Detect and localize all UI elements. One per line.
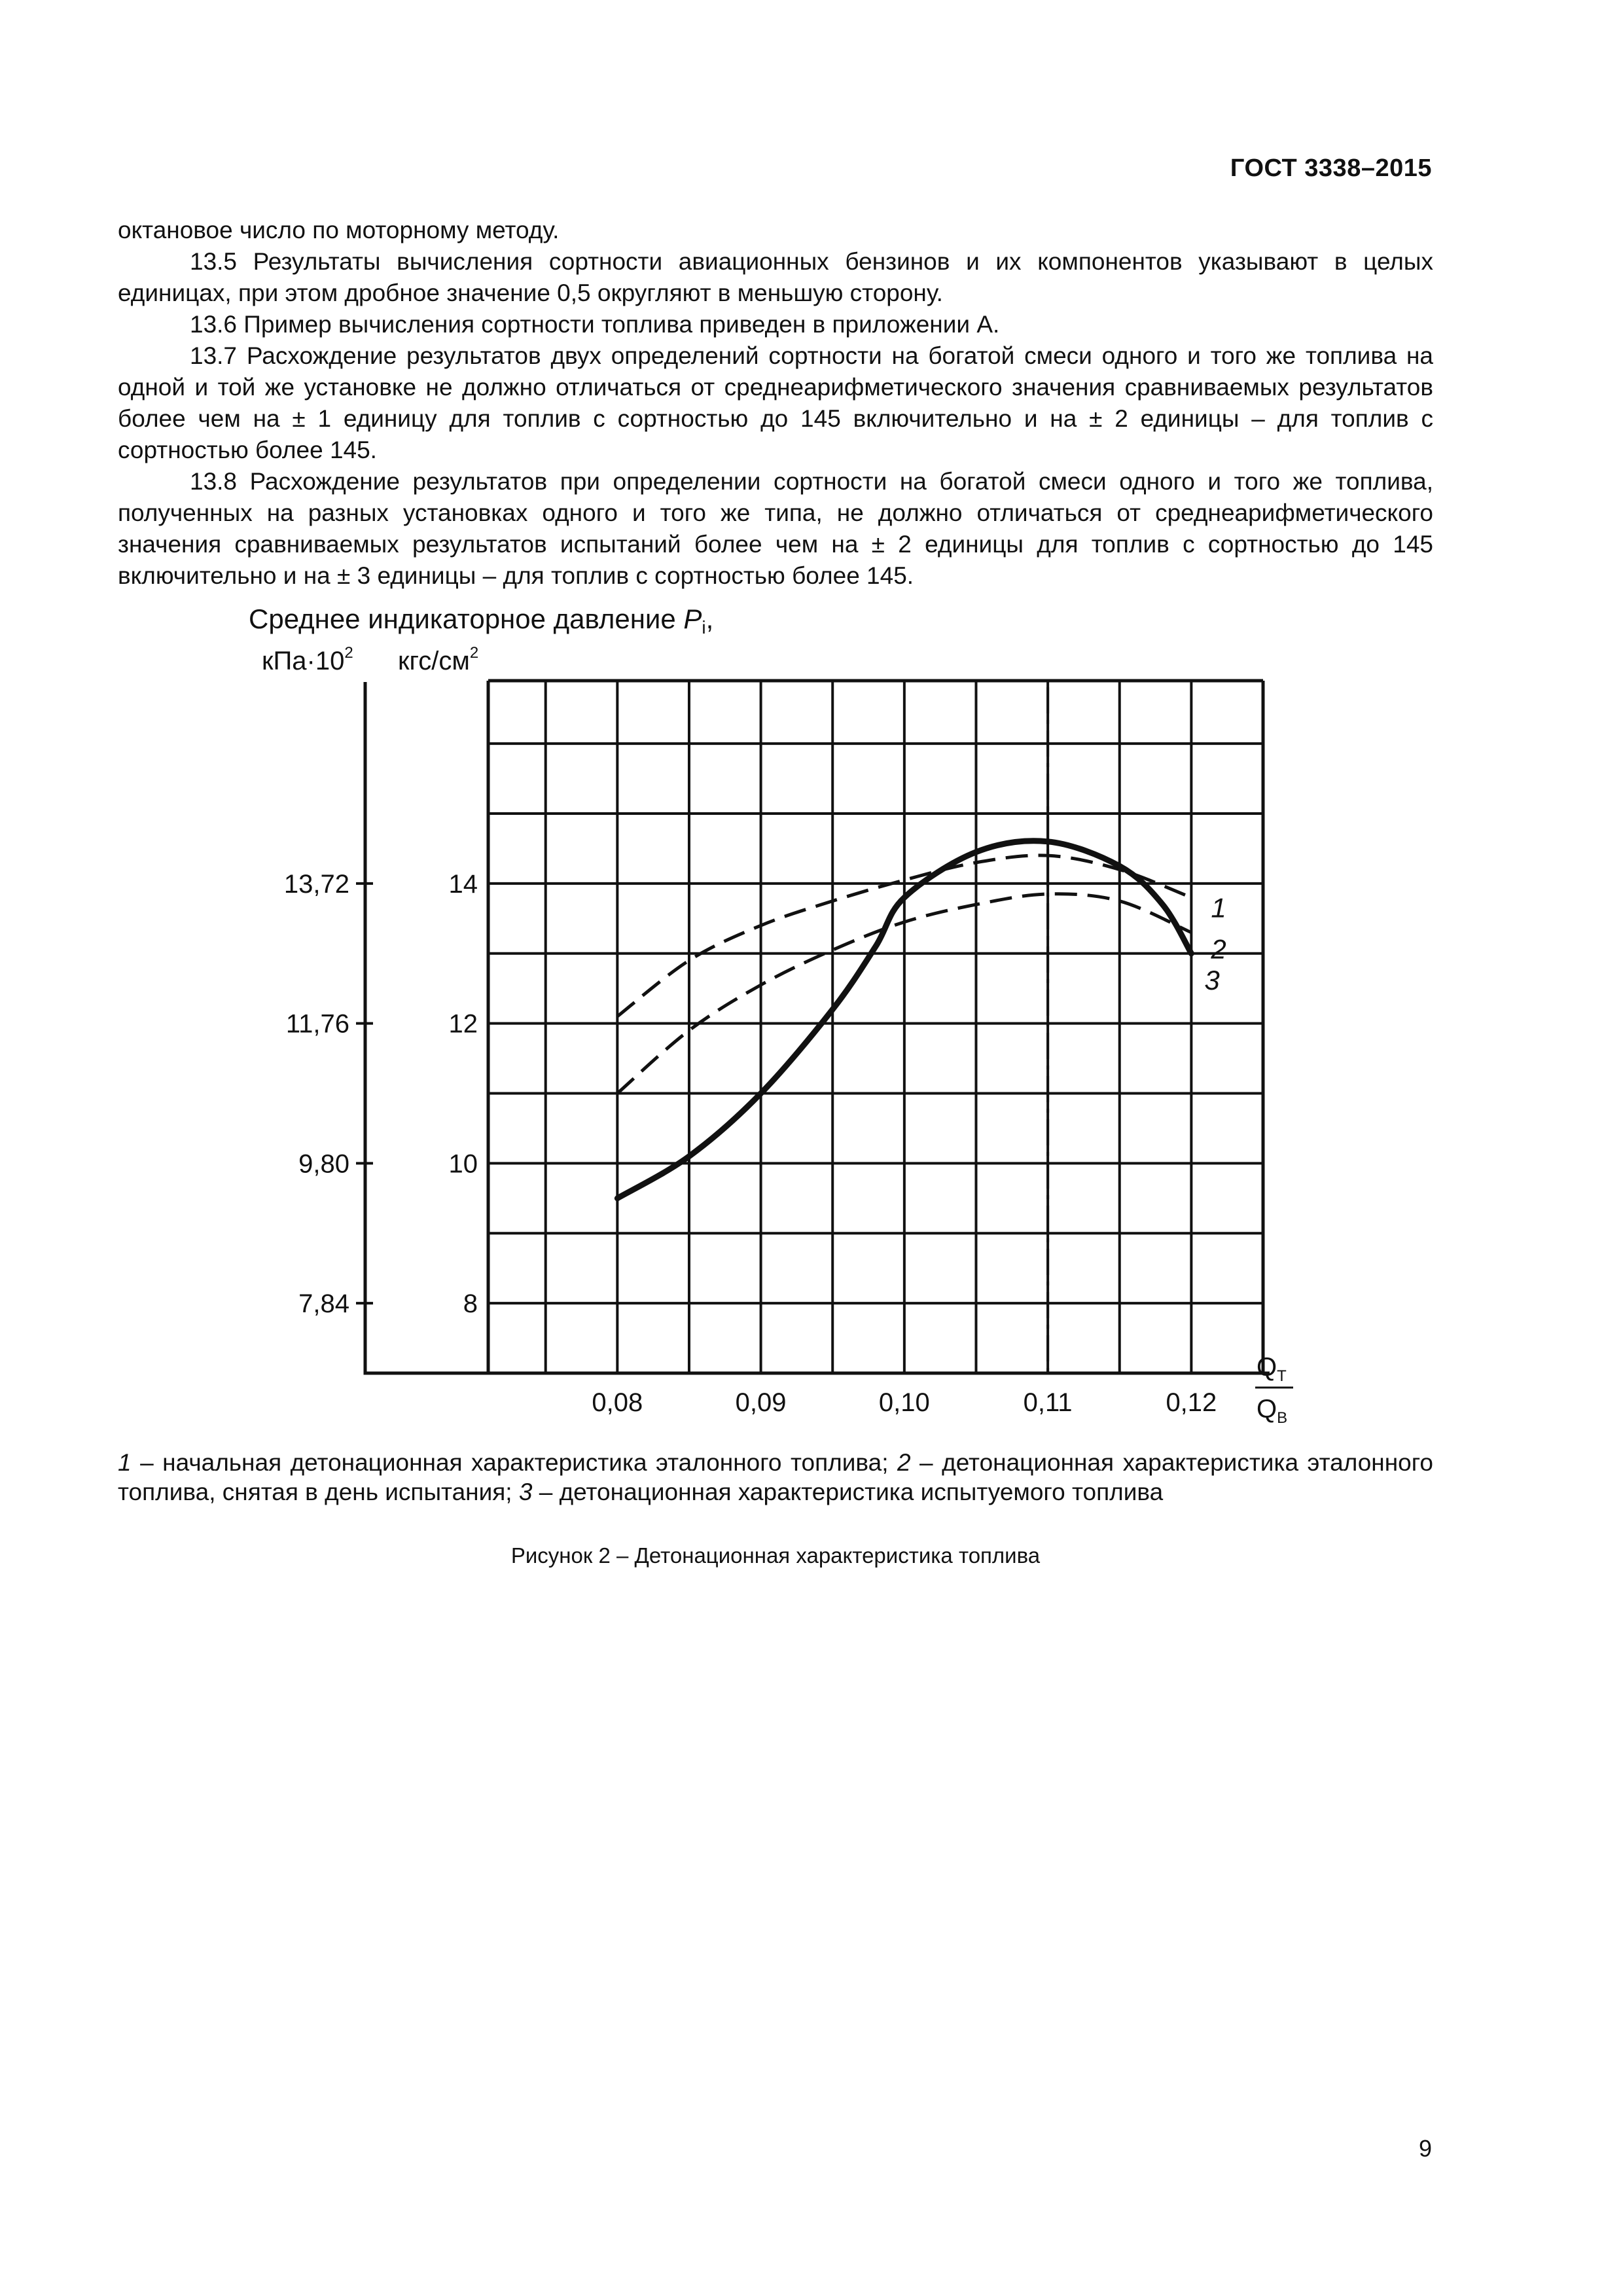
paragraph-continuation: октановое число по моторному методу. (118, 217, 560, 243)
document-code: ГОСТ 3338–2015 (1230, 154, 1432, 182)
figure-legend (118, 1448, 1433, 1507)
x-axis-denominator (1257, 1395, 1287, 1427)
knock-characteristic-chart (249, 596, 1322, 1440)
x-axis-denominator-sub: В (1277, 1409, 1288, 1427)
y-axis-title (249, 603, 713, 637)
y-tick-kpa-13-72: 13,72 (283, 869, 349, 899)
y-tick-kgf-14: 14 (448, 869, 478, 899)
plot-grid (356, 681, 1263, 1373)
figure-caption: Рисунок 2 – Детонационная характеристика топлива (510, 1543, 1041, 1568)
legend-key-1: 1 (118, 1449, 132, 1476)
unit-kpa-text: кПа·10 (262, 647, 345, 675)
unit-kgf-text: кгс/см (398, 647, 470, 675)
y-tick-kpa-7-84: 7,84 (298, 1289, 349, 1319)
x-tick-0-08: 0,08 (592, 1388, 643, 1417)
x-axis-numerator (1257, 1353, 1287, 1385)
y-ticks (284, 870, 478, 1318)
y-tick-kpa-11-76: 11,76 (285, 1009, 349, 1039)
y-tick-kgf-8: 8 (463, 1289, 478, 1319)
unit-kgf-exp: 2 (469, 644, 479, 662)
legend-text-2: – детонационная характеристика эталонного топлива, снятая в день испытания; (118, 1449, 1433, 1505)
legend-key-3: 3 (518, 1479, 533, 1505)
paragraph-13-5: 13.5 Результаты вычисления сортности авиационных бензинов и их компонентов указывают в целых единицах, при этом дробное значение 0,5 округляют в меньшую сторону. (118, 248, 1433, 306)
y-tick-kgf-10: 10 (448, 1149, 478, 1179)
x-tick-0-11: 0,11 (1023, 1388, 1073, 1417)
x-axis-numerator-sub: Т (1277, 1367, 1287, 1385)
y-axis-title-text: Среднее индикаторное давление (249, 603, 684, 634)
x-tick-0-09: 0,09 (735, 1388, 787, 1417)
y-tick-kgf-12: 12 (448, 1009, 478, 1039)
y-axis-symbol-subscript: i (702, 617, 706, 637)
legend-key-2: 2 (897, 1449, 911, 1476)
page-number: 9 (1418, 2135, 1432, 2162)
x-tick-0-10: 0,10 (878, 1388, 930, 1417)
paragraph-13-8: 13.8 Расхождение результатов при определении сортности на богатой смеси одного и того же топлива, полученных на разных установках одного и того же типа, не должно отличаться от среднеарифметического значения сравниваемых результатов испытаний более чем на ± 2 единицы для топлив с сортностью до 145 включительно и на ± 3 единицы – для топлив с сортностью более 145. (118, 468, 1433, 589)
curve-label-1: 1 (1211, 892, 1226, 924)
unit-kpa (262, 644, 353, 675)
y-axis-symbol: P (683, 603, 702, 634)
x-ticks (592, 1388, 1217, 1417)
figure-2 (249, 596, 1322, 1440)
x-tick-0-12: 0,12 (1166, 1388, 1217, 1417)
curve-label-2: 2 (1211, 933, 1226, 965)
unit-kgf (398, 644, 478, 675)
legend-text-3: – детонационная характеристика испытуемого топлива (532, 1479, 1164, 1505)
paragraph-13-7: 13.7 Расхождение результатов двух определений сортности на богатой смеси одного и того же топлива на одной и той же установке не должно отличаться от среднеарифметического значения сравниваемых результатов более чем на ± 1 единицу для топлив с сортностью до 145 включительно и на ± 2 единицы – для топлив с сортностью более 145. (118, 342, 1433, 463)
paragraph-13-6: 13.6 Пример вычисления сортности топлива приведен в приложении А. (190, 311, 1000, 338)
curve-label-3: 3 (1204, 964, 1220, 996)
body-text (118, 215, 1433, 592)
y-tick-kpa-9-80: 9,80 (298, 1149, 349, 1179)
x-axis-denominator-q: Q (1257, 1395, 1277, 1424)
legend-text-1: – начальная детонационная характеристика эталонного топлива; (131, 1449, 897, 1476)
x-axis-numerator-q: Q (1257, 1353, 1277, 1382)
y-axis-title-tail: , (705, 603, 714, 634)
unit-kpa-exp: 2 (344, 644, 353, 662)
x-axis-title (1255, 1353, 1293, 1427)
